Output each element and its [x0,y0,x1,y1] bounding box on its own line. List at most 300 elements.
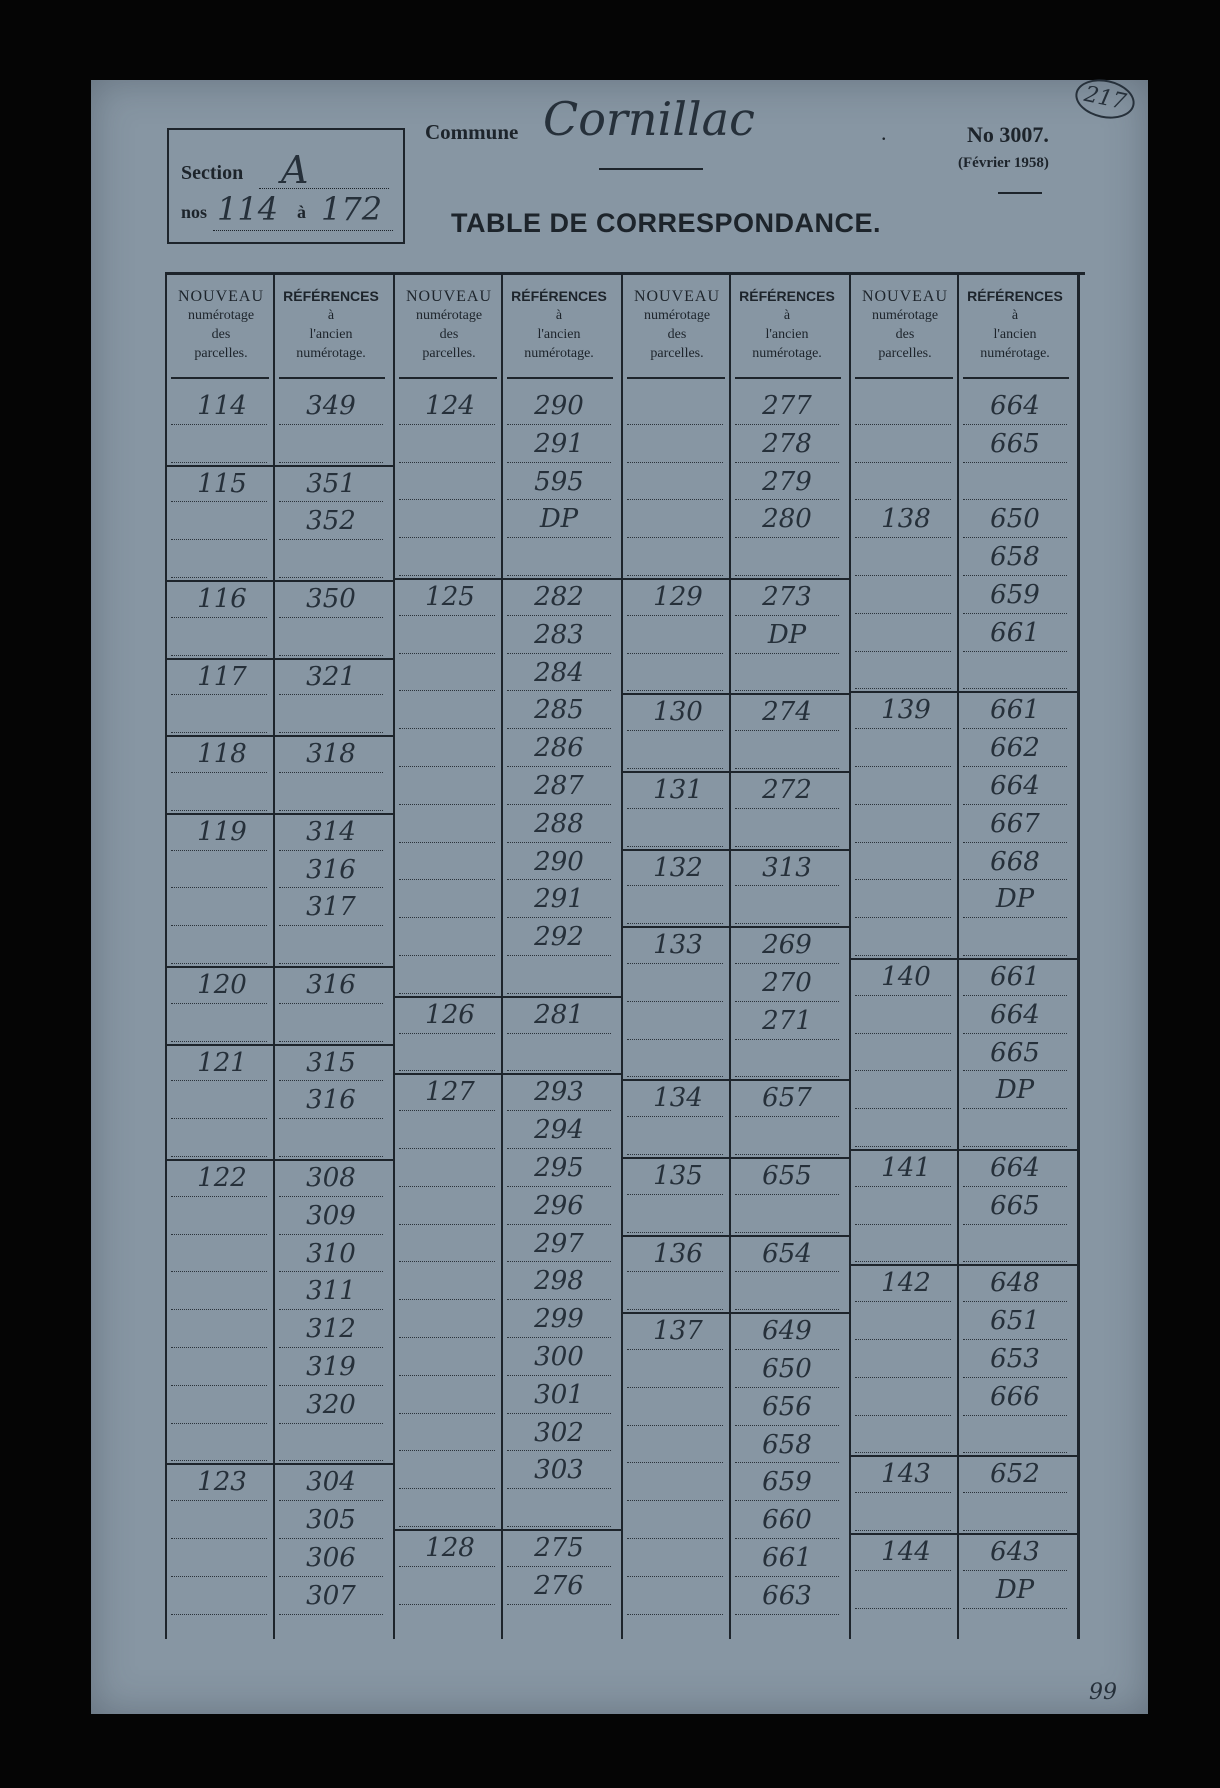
table-row [851,769,1077,807]
form-number: No 3007. [967,122,1049,147]
nos-from: 114 [217,190,279,228]
table-row [395,578,621,618]
old-reference: 352 [306,506,356,537]
dotted-line [171,1041,267,1042]
dotted-line [171,1614,267,1615]
table-row [395,1529,621,1569]
dotted-line [963,499,1067,500]
dotted-line [507,1261,611,1262]
table-row [395,1073,621,1113]
dotted-line [279,925,383,926]
old-reference: DP [995,1574,1035,1605]
dotted-line [507,1566,611,1567]
table-row [167,928,393,966]
header-new-line: NOUVEAU [861,288,949,305]
dotted-line [399,766,495,767]
table-row [623,427,849,465]
new-parcel-number: 141 [881,1152,931,1183]
new-parcel-number: 144 [881,1536,931,1567]
old-reference: 306 [306,1542,356,1573]
dotted-line [507,1604,611,1605]
new-parcel-number: 132 [653,852,703,883]
dotted-line [627,885,723,886]
dotted-line [279,1309,383,1310]
nos-to: 172 [321,190,383,228]
table-row [167,1044,393,1084]
table-row [623,656,849,694]
dotted-line [171,1196,267,1197]
dotted-line [399,1148,495,1149]
dotted-line [171,501,267,502]
dotted-line [735,1154,839,1155]
old-reference: 650 [990,504,1040,535]
header-new-numbering [399,287,499,363]
dotted-line [171,732,267,733]
old-reference: DP [995,884,1035,915]
old-reference: 313 [762,852,812,883]
dotted-line [279,1500,383,1501]
dotted-line [855,766,951,767]
dotted-line [279,1118,383,1119]
table-row [623,888,849,926]
dotted-line [627,1425,723,1426]
dotted-line [627,1039,723,1040]
dotted-line [735,1116,839,1117]
dotted-line [279,1271,383,1272]
dotted-line [735,424,839,425]
header-rule [735,377,841,379]
dotted-line [279,617,383,618]
old-reference: 648 [990,1268,1040,1299]
old-reference: 281 [534,999,584,1030]
dotted-line [507,1337,611,1338]
dotted-line [855,613,951,614]
table-row [851,998,1077,1036]
table-row [395,1491,621,1529]
dotted-line [735,499,839,500]
dotted-line [171,1500,267,1501]
entry-list [851,389,1077,1611]
dotted-line [963,1415,1067,1416]
dotted-line [399,1526,495,1527]
table-row [851,654,1077,692]
dotted-line [399,424,495,425]
dotted-line [399,1337,495,1338]
dotted-line [963,917,1067,918]
new-parcel-number: 128 [425,1532,475,1563]
header-ref-line: numérotage. [752,346,822,361]
table-row [167,1350,393,1388]
old-reference: 273 [762,581,812,612]
dotted-line [627,1194,723,1195]
dotted-line [963,1339,1067,1340]
dotted-line [963,1033,1067,1034]
old-reference: 274 [762,697,812,728]
dotted-line [735,1194,839,1195]
dotted-line [171,1347,267,1348]
new-parcel-number: 133 [653,930,703,961]
old-reference: 270 [762,967,812,998]
dotted-line [279,1460,383,1461]
new-parcel-number: 143 [881,1459,931,1490]
dotted-line [507,1526,611,1527]
table-row [851,427,1077,465]
header-new-line: NOUVEAU [633,288,721,305]
column-group-4 [849,275,1080,1639]
dotted-line [399,1224,495,1225]
old-reference: 310 [306,1238,356,1269]
entry-list [395,389,621,1607]
header-old-references [965,287,1065,363]
dotted-line [399,917,495,918]
dotted-line [963,1301,1067,1302]
dotted-line [627,730,723,731]
table-row [167,735,393,775]
table-row [167,1463,393,1503]
new-parcel-number: 122 [197,1162,247,1193]
old-reference: 660 [762,1505,812,1536]
dotted-line [279,462,383,463]
old-reference: 595 [534,466,584,497]
header-new-line: des [895,327,915,342]
dotted-line [507,1033,611,1034]
dotted-line [735,1500,839,1501]
dotted-line [735,1309,839,1310]
header-new-line: parcelles. [194,346,248,361]
dotted-line [279,1576,383,1577]
form-rule [998,192,1042,194]
table-row [851,1264,1077,1304]
a-label: à [297,202,306,222]
dotted-line [963,1377,1067,1378]
dotted-line [399,1033,495,1034]
dotted-line [279,694,383,695]
dotted-line [735,846,839,847]
header-new-numbering [855,287,955,363]
dotted-line [855,1186,951,1187]
dotted-line [735,923,839,924]
dotted-line [507,842,611,843]
dotted-line [399,537,495,538]
dotted-line [399,1070,495,1071]
old-reference: 309 [306,1200,356,1231]
table-row [623,733,849,771]
dotted-line [855,879,951,880]
new-parcel-number: 142 [881,1268,931,1299]
old-reference: 294 [534,1115,584,1146]
table-row [851,882,1077,920]
table-row [623,849,849,889]
dotted-line [507,1299,611,1300]
dotted-line [507,766,611,767]
table-row [851,578,1077,616]
old-reference: 661 [762,1542,812,1573]
old-reference: 269 [762,930,812,961]
dotted-line [963,955,1067,956]
header-rule [279,377,385,379]
new-parcel-number: 135 [653,1160,703,1191]
dotted-line [399,804,495,805]
dotted-line [279,539,383,540]
header-ref-line: l'ancien [309,327,353,342]
new-parcel-number: 130 [653,697,703,728]
header-ref-line: à [555,308,563,323]
dotted-line [399,1604,495,1605]
table-row [623,1119,849,1157]
old-reference: 664 [990,999,1040,1030]
column-group-3 [621,275,849,1639]
old-reference: 292 [534,922,584,953]
header-ref-line: à [783,308,791,323]
old-reference: 659 [762,1467,812,1498]
table-row [623,578,849,618]
old-reference: DP [539,504,579,535]
table-row [167,813,393,853]
dotted-line [735,730,839,731]
old-reference: 277 [762,391,812,421]
dotted-line [507,917,611,918]
old-reference: 290 [534,391,584,421]
table-row [623,1465,849,1503]
table-row [167,1006,393,1044]
table-row [167,1388,393,1426]
table-row [395,656,621,694]
dotted-line [399,728,495,729]
new-parcel-number: 140 [881,961,931,992]
old-reference: 311 [306,1276,356,1307]
table-row [167,658,393,698]
table-row [623,1274,849,1312]
correspondence-table [165,272,1085,1639]
table-row [395,1113,621,1151]
header-old-references [281,287,381,363]
dotted-line [171,1423,267,1424]
old-reference: 276 [534,1570,584,1601]
table-row [167,1426,393,1464]
dotted-line [627,1462,723,1463]
form-date: (Février 1958) [958,155,1049,171]
old-reference: 665 [990,1190,1040,1221]
dotted-line [399,653,495,654]
dotted-line [963,1570,1067,1571]
dotted-line [399,1261,495,1262]
header-ref-line: numérotage. [296,346,366,361]
dotted-line [279,772,383,773]
table-row [623,618,849,656]
table-row [851,389,1077,427]
new-parcel-number: 123 [197,1467,247,1498]
dotted-line [171,694,267,695]
dotted-line [963,1224,1067,1225]
header-ref-line: à [1011,308,1019,323]
old-reference: 290 [534,846,584,877]
table-row [395,1340,621,1378]
dotted-line [855,917,951,918]
dotted-line [279,424,383,425]
table-row [167,697,393,735]
new-parcel-number: 121 [197,1047,247,1078]
dotted-line [507,804,611,805]
old-reference: 302 [534,1417,584,1448]
section-box [167,128,405,244]
dotted-line [855,651,951,652]
table-row [167,775,393,813]
commune-name: Cornillac [543,92,755,146]
table-row [167,1274,393,1312]
old-reference: 305 [306,1505,356,1536]
dotted-line [735,768,839,769]
header-new-line: NOUVEAU [405,288,493,305]
old-reference: 287 [534,770,584,801]
header-rule [855,377,953,379]
dotted-line [963,575,1067,576]
old-reference: 280 [762,504,812,535]
dotted-line [627,575,723,576]
table-row [395,618,621,656]
dotted-line [735,1538,839,1539]
table-row [623,1579,849,1617]
old-reference: 658 [762,1429,812,1460]
dotted-line [855,499,951,500]
header-ref-line: RÉFÉRENCES [283,288,379,304]
dotted-line [963,842,1067,843]
table-row [623,811,849,849]
dotted-line [171,1271,267,1272]
table-row [851,845,1077,883]
dotted-line [171,577,267,578]
dotted-line [507,1224,611,1225]
header-rule [627,377,725,379]
table-row [395,1378,621,1416]
old-reference: 279 [762,466,812,497]
header-new-line: numérotage [187,308,255,323]
dotted-line [627,1349,723,1350]
old-reference: 653 [990,1343,1040,1374]
dotted-line [963,1108,1067,1109]
commune-dot: . [881,120,887,145]
dotted-line [507,1070,611,1071]
dotted-line [171,925,267,926]
old-reference: 657 [762,1083,812,1114]
dotted-line [855,1224,951,1225]
table-row [167,966,393,1006]
old-reference: 271 [762,1005,812,1036]
dotted-line [963,651,1067,652]
old-reference: 314 [306,816,356,847]
new-parcel-number: 124 [425,391,475,421]
dotted-line [627,1309,723,1310]
dotted-line [855,1570,951,1571]
dotted-line [171,810,267,811]
new-parcel-number: 116 [197,583,247,614]
old-reference: 304 [306,1467,356,1498]
dotted-line [855,1377,951,1378]
old-reference: 656 [762,1391,812,1422]
dotted-line [507,993,611,994]
new-parcel-number: 120 [197,969,247,1000]
dotted-line [171,1080,267,1081]
dotted-line [507,1488,611,1489]
dotted-line [279,887,383,888]
dotted-line [507,955,611,956]
header-ref-line: RÉFÉRENCES [511,288,607,304]
section-value: A [281,148,309,192]
header-ref-line: l'ancien [993,327,1037,342]
table-row [851,807,1077,845]
old-reference: 285 [534,695,584,726]
table-row [167,580,393,620]
dotted-line [627,1154,723,1155]
dotted-line [855,537,951,538]
table-row [623,1428,849,1466]
dotted-line [507,879,611,880]
old-reference: 288 [534,808,584,839]
old-reference: DP [767,619,807,650]
table-row [623,1352,849,1390]
dotted-line [735,615,839,616]
table-row [623,1042,849,1080]
table-row [167,427,393,465]
dotted-line [855,462,951,463]
table-row [167,1503,393,1541]
folio-bottom: 99 [1089,1680,1117,1705]
dotted-line [627,963,723,964]
dotted-line [279,1538,383,1539]
dotted-line [627,462,723,463]
dotted-line [855,955,951,956]
old-reference: 666 [990,1381,1040,1412]
dotted-line [279,1423,383,1424]
dotted-line [507,615,611,616]
dotted-line [963,1530,1067,1531]
table-row [395,996,621,1036]
dotted-line [399,955,495,956]
column-group-2 [393,275,621,1639]
dotted-line [171,1576,267,1577]
dotted-line [735,1076,839,1077]
table-row [395,731,621,769]
table-row [851,691,1077,731]
table-row [851,1036,1077,1074]
dotted-line [279,1080,383,1081]
header-new-line: numérotage [415,308,483,323]
table-row [395,427,621,465]
dotted-line [735,1001,839,1002]
dotted-line [171,1118,267,1119]
dotted-line [399,615,495,616]
dotted-line [963,424,1067,425]
old-reference: 663 [762,1580,812,1611]
dotted-line [963,462,1067,463]
old-reference: 291 [534,428,584,459]
dotted-line [963,879,1067,880]
dotted-line [171,1538,267,1539]
table-row [395,1453,621,1491]
dotted-line [171,1309,267,1310]
dotted-line [627,1076,723,1077]
table-row [851,920,1077,958]
table-row [623,502,849,540]
dotted-line [279,501,383,502]
section-label: Section [181,162,244,184]
table-row [395,389,621,427]
dotted-line [171,462,267,463]
dotted-line [507,728,611,729]
dotted-line [507,1148,611,1149]
old-reference: 664 [990,1152,1040,1183]
dotted-line [627,424,723,425]
table-row [167,620,393,658]
